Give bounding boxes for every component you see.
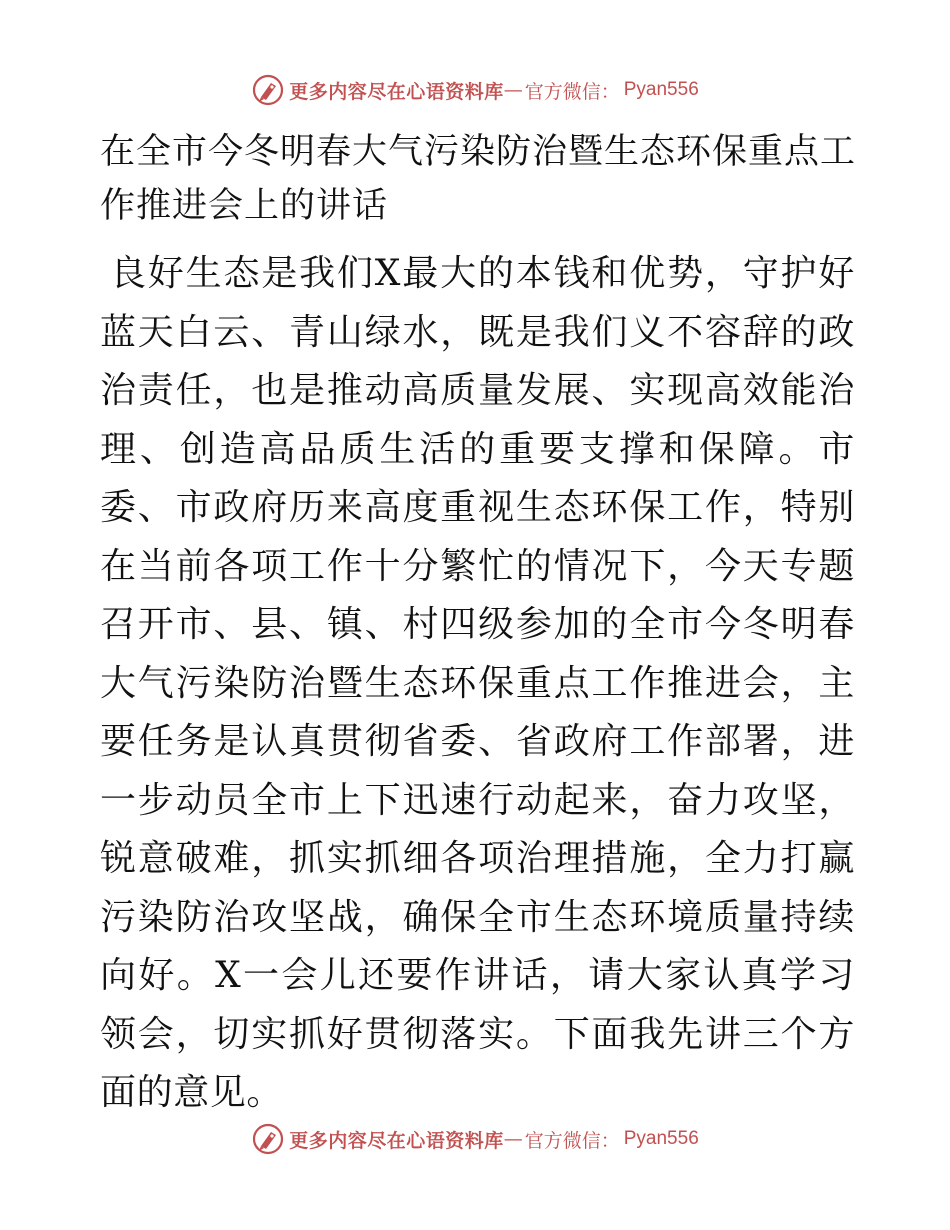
document-title: 在全市今冬明春大气污染防治暨生态环保重点工作推进会上的讲话 (100, 132, 857, 226)
footer-banner (0, 1117, 950, 1161)
banner-slogan: 更多内容尽在心语资料库 (289, 1129, 504, 1152)
header-banner-content (251, 73, 699, 107)
banner-wechat-label: 官方微信： (524, 80, 620, 103)
banner-dash: — (503, 79, 523, 101)
banner-wechat-id: Pyan556 (623, 79, 699, 100)
header-banner (0, 68, 950, 112)
banner-wechat-id: Pyan556 (623, 1128, 699, 1149)
footer-banner-content (251, 1122, 699, 1156)
pen-nib-logo-icon (251, 1122, 285, 1156)
banner-wechat-label: 官方微信： (524, 1129, 620, 1152)
banner-slogan: 更多内容尽在心语资料库 (289, 80, 504, 103)
body-paragraph: 良好生态是我们X最大的本钱和优势，守护好蓝天白云、青山绿水，既是我们义不容辞的政治责任，也是推动高质量发展、实现高效能治理、创造高品质生活的重要支撑和保障。市委、市政府历来高度重视生态环保工作，特别在当前各项工作十分繁忙的情况下，今天专题召开市、县、镇、村四级参加的全市今冬明春大气污染防治暨生态环保重点工作推进会，主要任务是认真贯彻省委、省政府工作部署，进一步动员全市上下迅速行动起来，奋力攻坚，锐意破难，抓实抓细各项治理措施，全力打赢污染防治攻坚战，确保全市生态环境质量持续向好。X一会儿还要作讲话，请大家认真学习领会，切实抓好贯彻落实。下面我先讲三个方面的意见。 (100, 253, 855, 1113)
banner-dash: — (503, 1128, 523, 1150)
pen-nib-logo-icon (251, 73, 285, 107)
